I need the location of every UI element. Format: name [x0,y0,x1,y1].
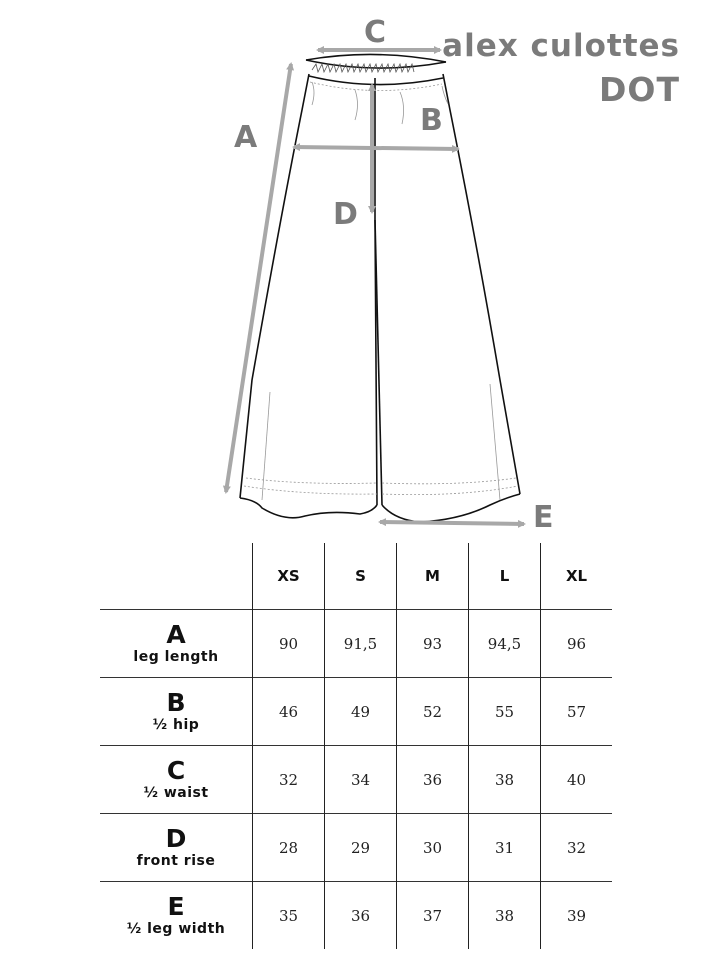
value-cell: 40 [541,746,613,814]
value-cell: 30 [397,814,469,882]
value-cell: 38 [469,746,541,814]
measurement-letter: E [167,891,185,921]
measurement-description: leg length [133,648,219,665]
value-cell: 96 [541,610,613,678]
table-row [100,746,612,814]
table-row [100,678,612,746]
value-cell: 32 [253,746,325,814]
value-cell: 46 [253,678,325,746]
value-cell: 94,5 [469,610,541,678]
size-header-row [100,543,612,610]
measurement-description: front rise [136,852,216,869]
value-cell: 29 [325,814,397,882]
size-chart-table [100,543,612,949]
measurement-letter: A [166,619,186,649]
size-header-m: M [397,543,469,610]
measurement-letter: C [166,755,186,785]
measurement-letter: D [165,823,187,853]
value-cell: 90 [253,610,325,678]
measurement-description: ½ hip [152,716,200,733]
size-header-xl: XL [541,543,613,610]
value-cell: 36 [397,746,469,814]
label-a: A [234,120,258,155]
table-row [100,882,612,950]
value-cell: 31 [469,814,541,882]
value-cell: 57 [541,678,613,746]
value-cell: 28 [253,814,325,882]
measurement-letter: B [166,687,186,717]
product-title: alex culottes [442,28,680,64]
value-cell: 93 [397,610,469,678]
table-row [100,610,612,678]
label-d: D [333,197,358,232]
size-header-l: L [469,543,541,610]
value-cell: 38 [469,882,541,950]
product-variant: DOT [599,70,680,109]
size-header-xs: XS [253,543,325,610]
value-cell: 35 [253,882,325,950]
measurement-description: ½ waist [143,784,209,801]
value-cell: 55 [469,678,541,746]
measurement-description: ½ leg width [126,920,226,937]
arrow-e-leg-width [380,522,524,524]
table-row [100,814,612,882]
row-label-c [100,746,253,814]
label-b: B [420,103,443,138]
value-cell: 32 [541,814,613,882]
row-label-e [100,882,253,950]
value-cell: 37 [397,882,469,950]
value-cell: 39 [541,882,613,950]
row-label-d [100,814,253,882]
value-cell: 91,5 [325,610,397,678]
value-cell: 36 [325,882,397,950]
label-e: E [533,500,554,535]
row-label-a [100,610,253,678]
arrow-b-hip [294,147,458,149]
row-label-b [100,678,253,746]
value-cell: 49 [325,678,397,746]
value-cell: 34 [325,746,397,814]
empty-corner-cell [100,543,253,610]
label-c: C [364,15,387,50]
size-header-s: S [325,543,397,610]
value-cell: 52 [397,678,469,746]
